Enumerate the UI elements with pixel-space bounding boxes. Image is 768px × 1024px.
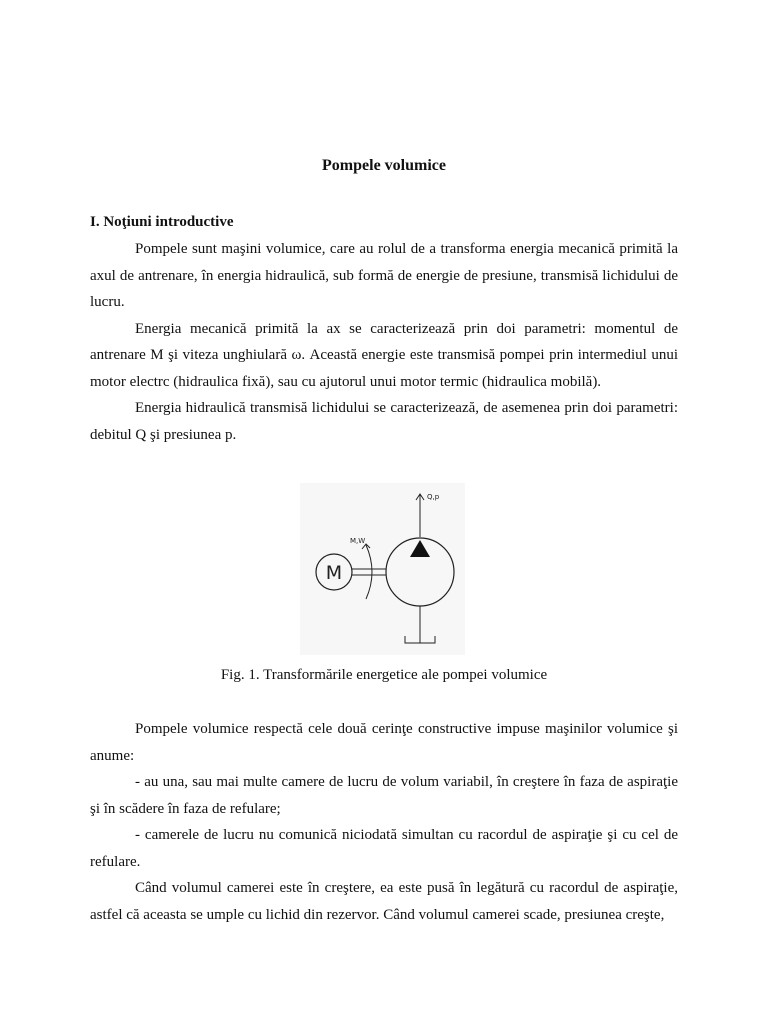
paragraph: Energia mecanică primită la ax se caracterizează prin doi parametri: momentul de antrenare M şi viteza unghiulară ω. Această energie este transmisă pompei prin intermediul unui motor electrc (hidraulica fixă), sau cu ajutorul unui motor termic (hidraulica mobilă). — [90, 320, 678, 390]
paragraph: - au una, sau mai multe camere de lucru de volum variabil, în creştere în faza de aspiraţie şi în scădere în faza de refulare; — [90, 774, 678, 817]
motor-label: M — [325, 562, 343, 584]
paragraph: Când volumul camerei este în creştere, ea este pusă în legătură cu racordul de aspiraţie, astfel că aceasta se umple cu lichid din rezervor. Când volumul camerei scade, presiunea creşte, — [90, 880, 678, 923]
paragraph: Pompele sunt maşini volumice, care au rolul de a transforma energia mecanică primită la axul de antrenare, în energia hidraulică, sub formă de energie de presiune, transmisă lichidului de lucru. — [90, 241, 678, 310]
section-heading: I. Noţiuni introductive — [90, 214, 234, 230]
paragraph: Energia hidraulică transmisă lichidului se caracterizează, de asemenea prin doi parametri: debitul Q şi presiunea p. — [90, 400, 678, 443]
intro-text — [90, 236, 678, 448]
pump-motor-diagram — [300, 483, 465, 655]
paragraph: - camerele de lucru nu comunică niciodată simultan cu racordul de aspiraţie şi cu cel de refulare. — [90, 827, 678, 870]
figure-caption: Fig. 1. Transformările energetice ale pompei volumice — [220, 667, 548, 683]
output-label: Q,p — [427, 493, 440, 501]
shaft-label: M,W — [350, 537, 366, 545]
body-text — [90, 716, 678, 928]
paragraph: Pompele volumice respectă cele două cerinţe constructive impuse maşinilor volumice şi anume: — [90, 721, 678, 764]
page-title: Pompele volumice — [322, 157, 446, 174]
